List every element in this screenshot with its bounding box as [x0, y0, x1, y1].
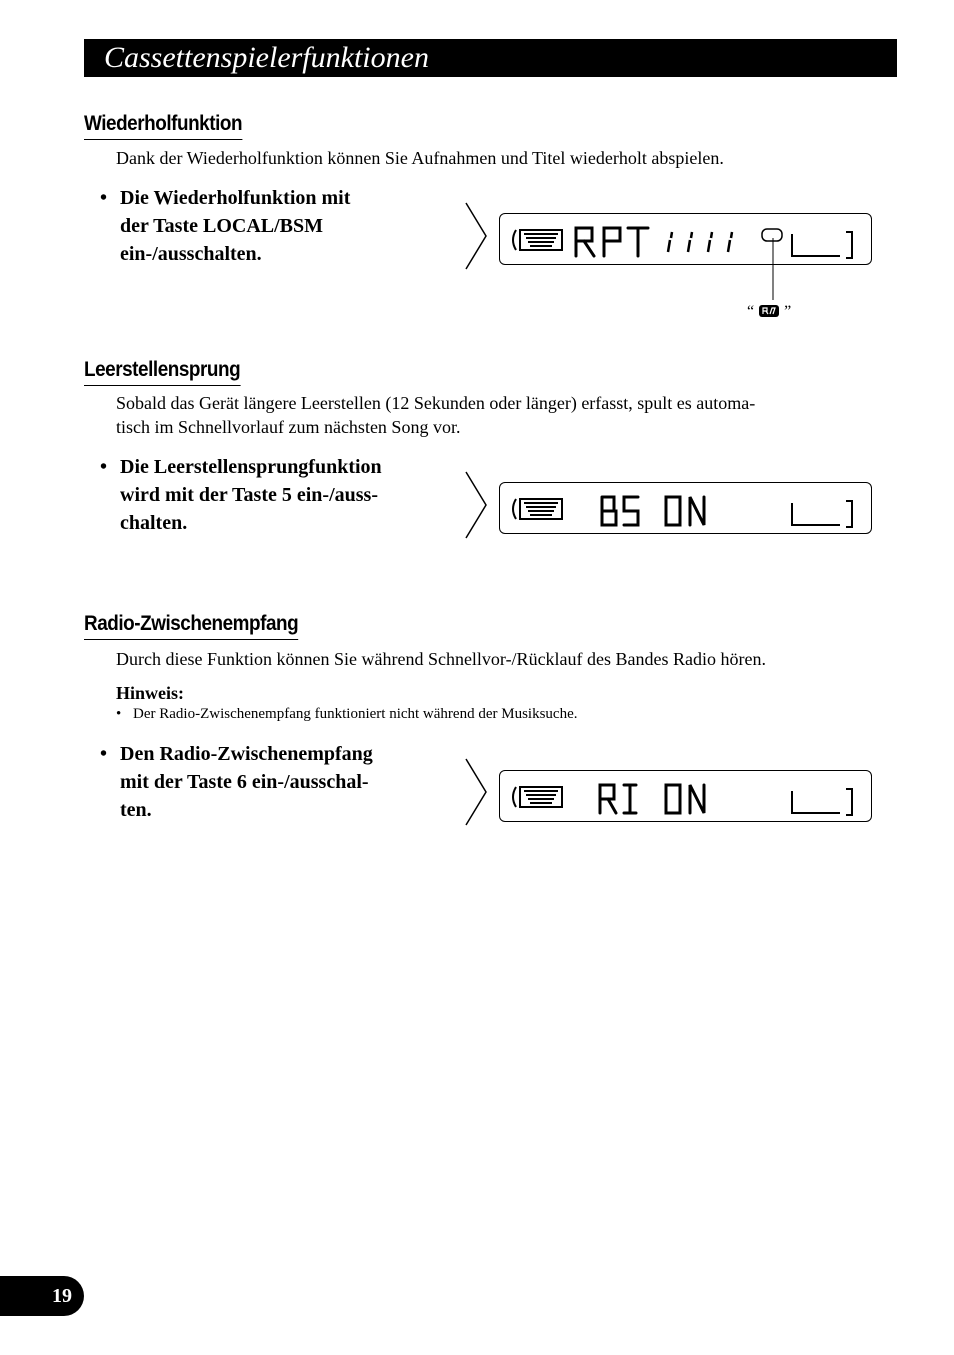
- bullet: •: [100, 187, 108, 209]
- section-intro: Sobald das Gerät längere Leerstellen (12 Sekunden oder länger) erfasst, spult es automa-: [116, 393, 756, 413]
- note-item: [116, 706, 577, 723]
- lcd-tape-end-icon: [792, 232, 852, 258]
- title-bar: [84, 39, 897, 77]
- indicator-leader-line: [770, 238, 776, 300]
- section-heading-wiederholfunktion: Wiederholfunktion: [84, 112, 242, 140]
- step-line: Den Radio-Zwischenempfang: [120, 743, 373, 765]
- section-heading-radio-zwischenempfang: Radio-Zwischenempfang: [84, 612, 298, 640]
- lcd-tape-icon: [513, 499, 562, 519]
- lcd-ticks: [668, 232, 732, 252]
- section-intro: Durch diese Funktion können Sie während Schnellvor-/Rücklauf des Bandes Radio hören.: [116, 649, 767, 669]
- lcd-tape-end-icon: [792, 789, 852, 815]
- lcd-segments: [500, 214, 873, 266]
- step-line: Die Leerstellensprungfunktion: [120, 456, 382, 478]
- step-line: mit der Taste 6 ein-/ausschal-: [120, 771, 369, 793]
- step-line: chalten.: [120, 512, 188, 534]
- page-number: 19: [52, 1285, 72, 1307]
- bullet: •: [100, 743, 108, 765]
- chevron-right-outline-icon: [464, 201, 488, 271]
- lcd-tape-icon: [513, 787, 562, 807]
- rpt-indicator-icon: [758, 304, 780, 318]
- indicator-callout: “ ”: [747, 303, 792, 320]
- section-heading-leerstellensprung: Leerstellensprung: [84, 358, 240, 386]
- note-text: Der Radio-Zwischenempfang funktioniert nicht während der Musiksuche.: [133, 706, 578, 722]
- section-intro: Dank der Wiederholfunktion können Sie Aufnahmen und Titel wiederholt abspielen.: [116, 148, 724, 168]
- chevron-right-outline-icon: [464, 757, 488, 827]
- chevron-right-outline-icon: [464, 470, 488, 540]
- note-label: Hinweis:: [116, 683, 185, 703]
- lcd-segments: [500, 771, 873, 823]
- step-line: Die Wiederholfunktion mit: [120, 187, 351, 209]
- lcd-tape-icon: [513, 230, 562, 250]
- lcd-ri-on-segments: [600, 785, 704, 813]
- page-title: Cassettenspielerfunktionen: [104, 41, 429, 74]
- page-number-tab: [0, 1276, 84, 1316]
- section-intro: tisch im Schnellvorlauf zum nächsten Song vor.: [116, 417, 461, 437]
- lcd-bs-on-segments: [602, 497, 704, 525]
- step-line: ein-/ausschalten.: [120, 243, 262, 265]
- lcd-display-rpt: [499, 213, 872, 265]
- lcd-display-ri-on: [499, 770, 872, 822]
- bullet: •: [116, 706, 122, 722]
- lcd-tape-end-icon: [792, 501, 852, 527]
- step-line: wird mit der Taste 5 ein-/auss-: [120, 484, 378, 506]
- lcd-display-bs-on: [499, 482, 872, 534]
- lcd-rpt-segments: [576, 228, 648, 256]
- step-line: ten.: [120, 799, 152, 821]
- step-line: der Taste LOCAL/BSM: [120, 215, 323, 237]
- lcd-segments: [500, 483, 873, 535]
- bullet: •: [100, 456, 108, 478]
